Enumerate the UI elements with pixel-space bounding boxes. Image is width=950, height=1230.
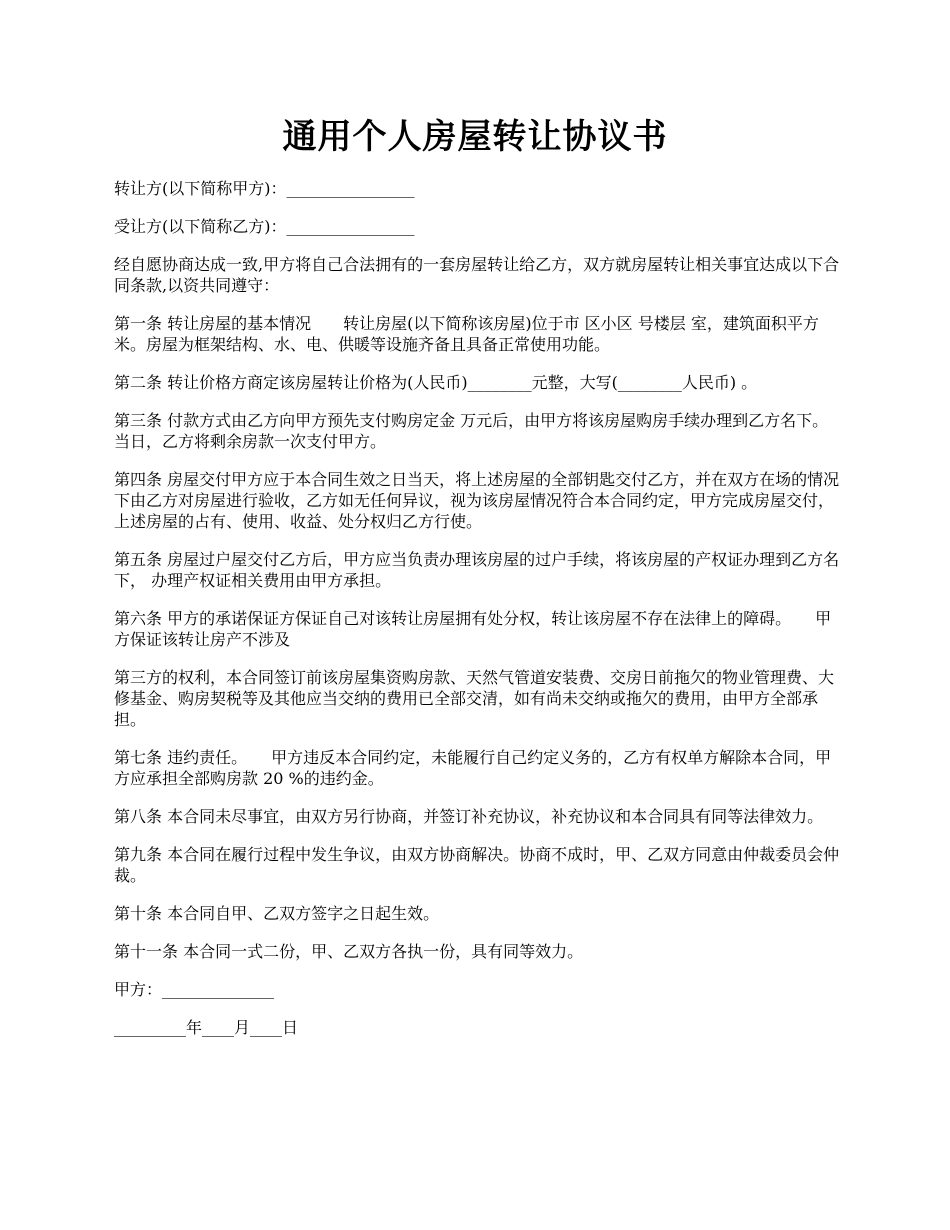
document-body xyxy=(114,178,844,1055)
party-b-line: 受让方(以下简称乙方)：________________ xyxy=(114,217,415,236)
signature-date: _________年____月____日 xyxy=(114,1018,299,1037)
article-11-paragraph: 第十一条 本合同一式二份，甲、乙双方各执一份，具有同等效力。 xyxy=(114,942,584,961)
article-5-paragraph: 第五条 房屋过户屋交付乙方后，甲方应当负责办理该房屋的过户手续，将该房屋的产权证办理到乙方名下， 办理产权证相关费用由甲方承担。 xyxy=(114,550,840,590)
article-8-paragraph: 第八条 本合同未尽事宜，由双方另行协商，并签订补充协议，补充协议和本合同具有同等法律效力。 xyxy=(114,807,824,826)
article-4-paragraph: 第四条 房屋交付甲方应于本合同生效之日当天，将上述房屋的全部钥匙交付乙方，并在双方在场的情况下由乙方对房屋进行验收，乙方如无任何异议，视为该房屋情况符合本合同约定，甲方完成房屋交付，上述房屋的占有、使用、收益、处分权归乙方行使。 xyxy=(114,470,840,531)
signature-party-a: 甲方：______________ xyxy=(114,980,275,999)
preamble-paragraph: 经自愿协商达成一致,甲方将自己合法拥有的一套房屋转让给乙方，双方就房屋转让相关事宜达成以下合同条款,以资共同遵守： xyxy=(114,255,840,295)
document-title: 通用个人房屋转让协议书 xyxy=(282,117,668,157)
article-2-paragraph: 第二条 转让价格方商定该房屋转让价格为(人民币)________元整，大写(________人民币) 。 xyxy=(114,373,758,392)
article-3-paragraph: 第三条 付款方式由乙方向甲方预先支付购房定金 万元后，由甲方将该房屋购房手续办理到乙方名下。当日，乙方将剩余房款一次支付甲方。 xyxy=(114,411,829,451)
article-7-paragraph: 第七条 违约责任。 甲方违反本合同约定，未能履行自己约定义务的，乙方有权单方解除本合同，甲方应承担全部购房款 20 %的违约金。 xyxy=(114,748,832,788)
article-9-paragraph: 第九条 本合同在履行过程中发生争议，由双方协商解决。协商不成时，甲、乙双方同意由仲裁委员会仲裁。 xyxy=(114,845,840,885)
article-1-paragraph: 第一条 转让房屋的基本情况 转让房屋(以下简称该房屋)位于市 区小区 号楼层 室，建筑面积平方米。房屋为框架结构、水、电、供暖等设施齐备且具备正常使用功能。 xyxy=(114,314,819,354)
party-a-line: 转让方(以下简称甲方)：________________ xyxy=(114,179,415,198)
article-6-continued-paragraph: 第三方的权利，本合同签订前该房屋集资购房款、天然气管道安装费、交房日前拖欠的物业管理费、大修基金、购房契税等及其他应当交纳的费用已全部交清，如有尚未交纳或拖欠的费用，由甲方全部承担。 xyxy=(114,668,835,729)
article-6-paragraph: 第六条 甲方的承诺保证方保证自己对该转让房屋拥有处分权，转让该房屋不存在法律上的障碍。 甲方保证该转让房产不涉及 xyxy=(114,609,832,649)
article-10-paragraph: 第十条 本合同自甲、乙双方签字之日起生效。 xyxy=(114,904,440,923)
